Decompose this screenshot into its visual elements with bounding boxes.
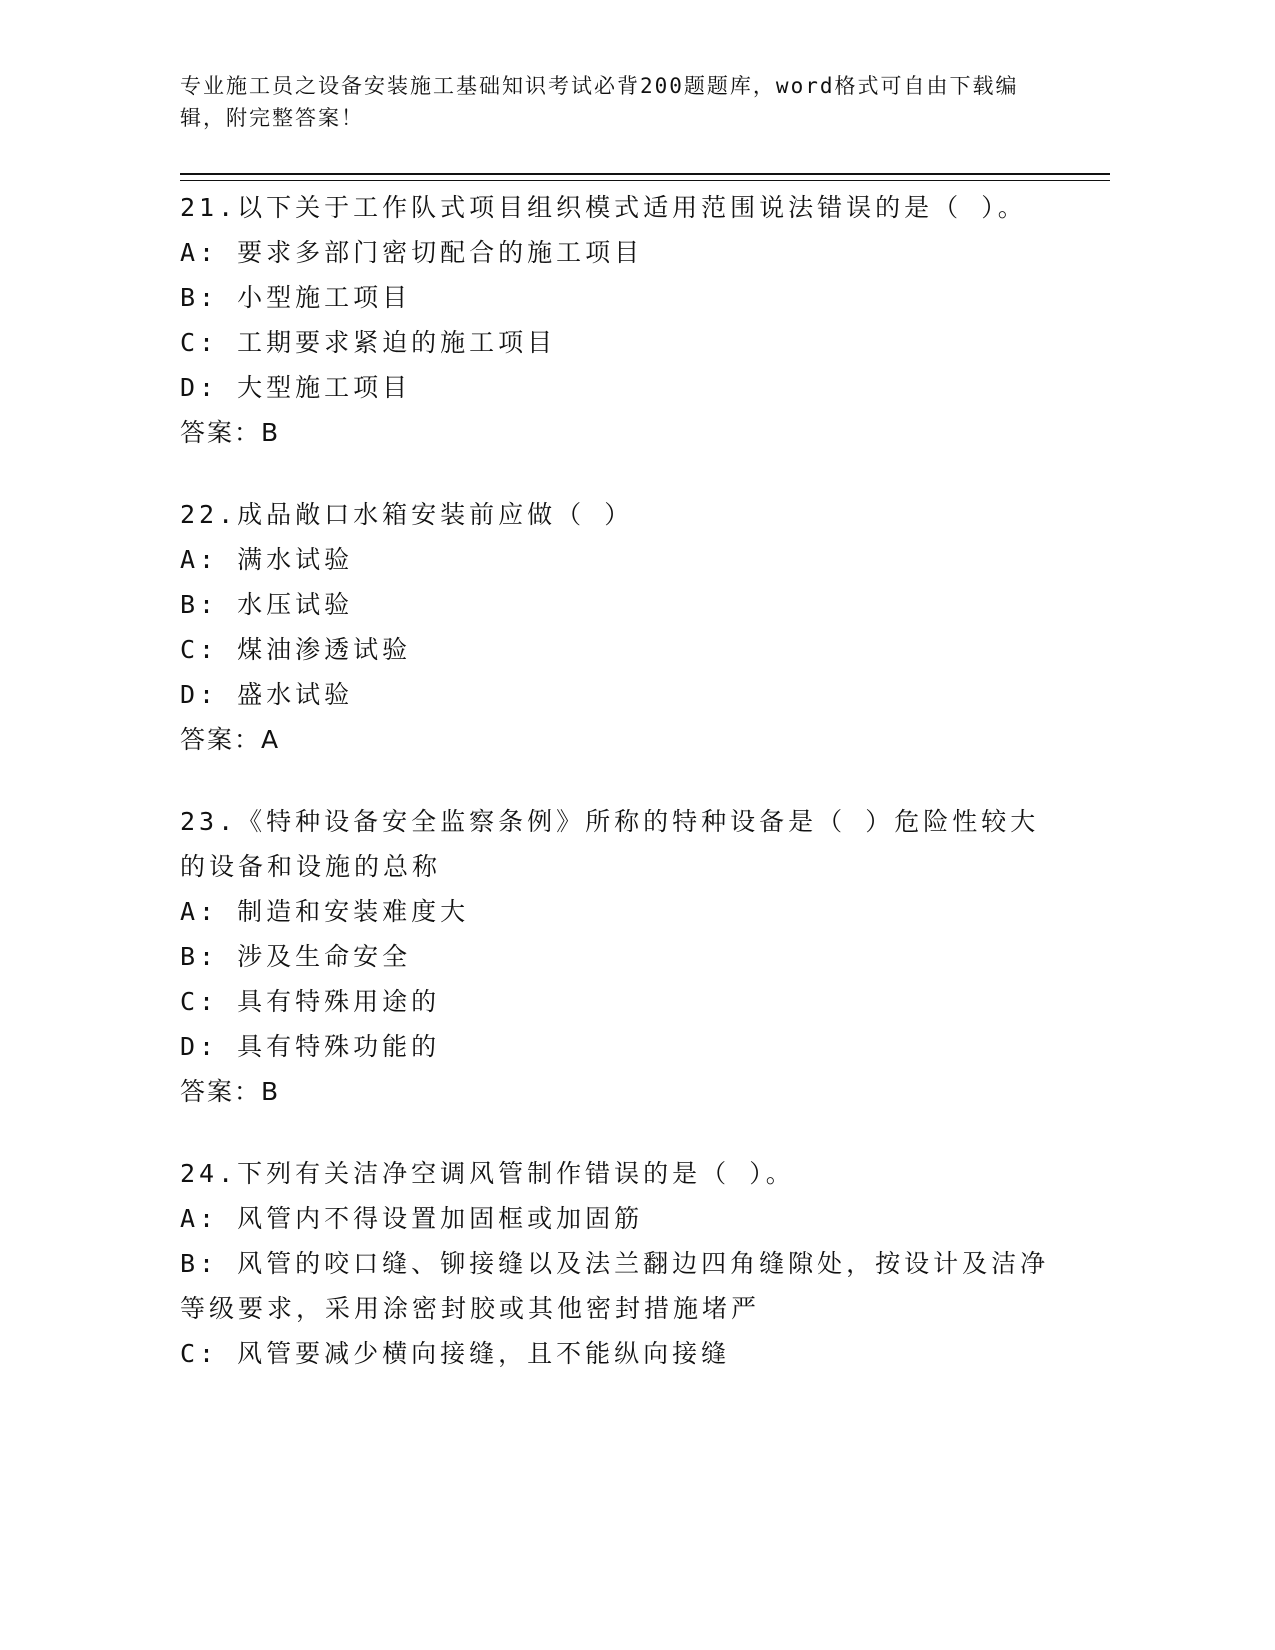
answer-label: 答案：A (180, 725, 281, 754)
question-21 (180, 185, 1060, 455)
option-a: A: 满水试验 (180, 545, 354, 574)
option-b: B: 小型施工项目 (180, 283, 412, 312)
option-a: A: 风管内不得设置加固框或加固筋 (180, 1204, 644, 1233)
question-stem: 23.《特种设备安全监察条例》所称的特种设备是（ ）危险性较大的设备和设施的总称 (180, 807, 1040, 881)
question-24 (180, 1151, 1060, 1376)
option-c: C: 煤油渗透试验 (180, 635, 412, 664)
answer-label: 答案：B (180, 418, 281, 447)
answer-label: 答案：B (180, 1077, 281, 1106)
header-divider-thin (180, 180, 1110, 181)
option-d: D: 盛水试验 (180, 680, 354, 709)
option-a: A: 要求多部门密切配合的施工项目 (180, 238, 644, 267)
option-c: C: 具有特殊用途的 (180, 987, 441, 1016)
question-stem: 21.以下关于工作队式项目组织模式适用范围说法错误的是（ ）。 (180, 193, 1027, 222)
question-stem: 22.成品敞口水箱安装前应做（ ） (180, 500, 634, 529)
question-list (180, 185, 1060, 1413)
option-b: B: 风管的咬口缝、铆接缝以及法兰翻边四角缝隙处，按设计及洁净等级要求，采用涂密封胶或其他密封措施堵严 (180, 1249, 1050, 1323)
option-d: D: 具有特殊功能的 (180, 1032, 441, 1061)
option-c: C: 风管要减少横向接缝，且不能纵向接缝 (180, 1339, 731, 1368)
option-a: A: 制造和安装难度大 (180, 897, 470, 926)
question-23 (180, 799, 1060, 1114)
question-stem: 24.下列有关洁净空调风管制作错误的是（ ）。 (180, 1159, 795, 1188)
document-header: 专业施工员之设备安装施工基础知识考试必背200题题库，word格式可自由下载编辑，附完整答案！ (180, 74, 1019, 130)
header-divider-thick (180, 173, 1110, 175)
option-d: D: 大型施工项目 (180, 373, 412, 402)
option-c: C: 工期要求紧迫的施工项目 (180, 328, 557, 357)
option-b: B: 涉及生命安全 (180, 942, 412, 971)
option-b: B: 水压试验 (180, 590, 354, 619)
question-22 (180, 492, 1060, 762)
